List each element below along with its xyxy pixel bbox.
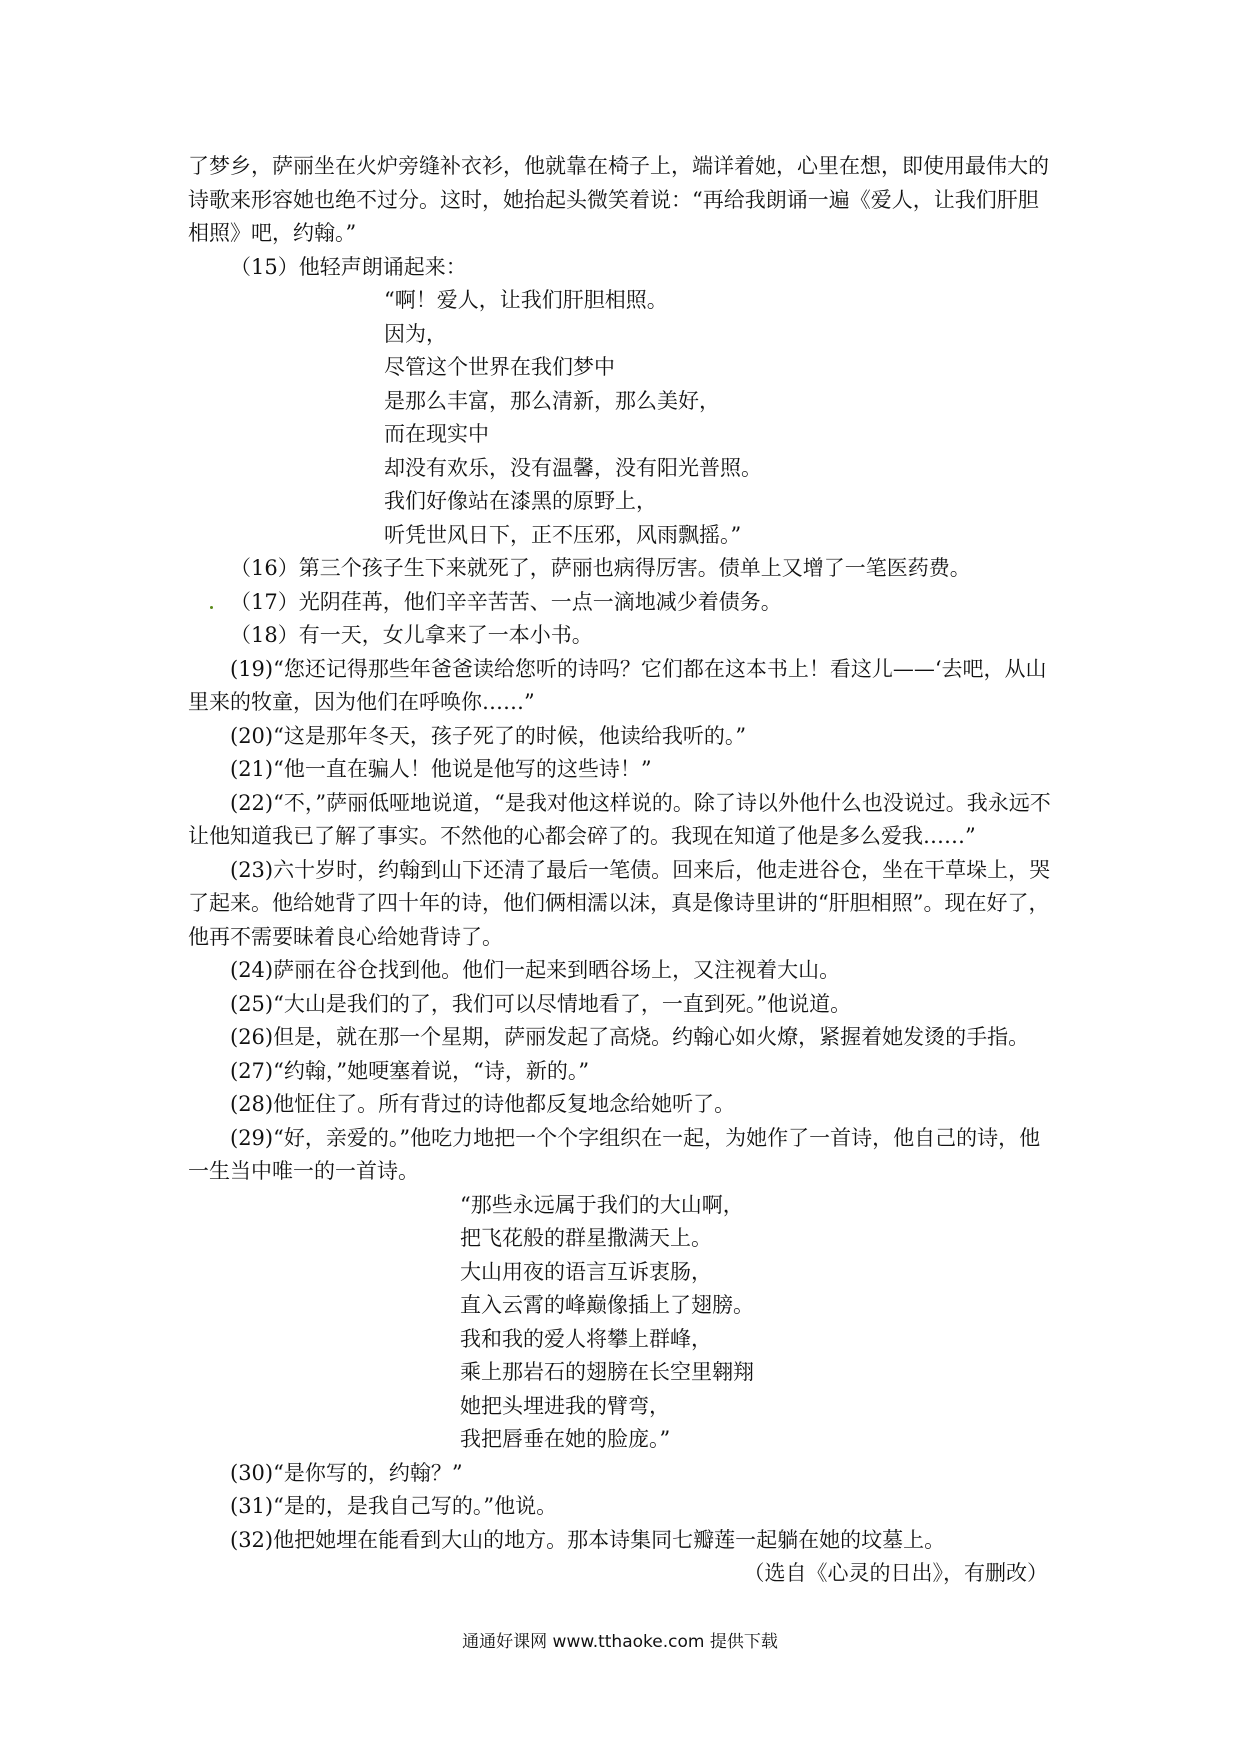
poem-line: “啊！爱人，让我们肝胆相照。 xyxy=(384,288,668,312)
paragraph-29: (29)“好，亲爱的。”他吃力地把一个个字组织在一起，为她作了一首诗，他自己的诗，他一生当中唯一的一首诗。 xyxy=(188,1125,1041,1183)
poem-line: 乘上那岩石的翅膀在长空里翱翔 xyxy=(460,1360,754,1384)
paragraph-22: (22)“不，”萨丽低哑地说道，“是我对他这样说的。除了诗以外他什么也没说过。我永远不让他知道我已了解了事实。不然他的心都会碎了的。我现在知道了他是多么爱我……” xyxy=(188,790,1051,848)
paragraph-23: (23)六十岁时，约翰到山下还清了最后一笔债。回来后，他走进谷仓，坐在干草垛上，哭了起来。他给她背了四十年的诗，他们俩相濡以沫，真是像诗里讲的“肝胆相照”。现在好了，他再不需要昧着良心给她背诗了。 xyxy=(188,857,1051,949)
poem-line: 因为， xyxy=(384,321,447,346)
stray-mark xyxy=(210,606,213,609)
poem-johns-own xyxy=(188,1189,1058,1457)
paragraph-19: (19)“您还记得那些年爸爸读给您听的诗吗？它们都在这本书上！看这儿——‘去吧，从山里来的牧童，因为他们在呼唤你……” xyxy=(188,656,1047,714)
poem-line: 我把唇垂在她的脸庞。” xyxy=(460,1427,671,1451)
poem-line: 听凭世风日下，正不压邪，风雨飘摇。” xyxy=(384,522,742,547)
paragraph-26: (26)但是，就在那一个星期，萨丽发起了高烧。约翰心如火燎，紧握着她发烫的手指。 xyxy=(230,1025,1030,1049)
paragraph-20: (20)“这是那年冬天，孩子死了的时候，他读给我听的。” xyxy=(230,723,747,748)
paragraph-17: （17）光阴荏苒，他们辛辛苦苦、一点一滴地减少着债务。 xyxy=(230,589,782,614)
poem-line: 我和我的爱人将攀上群峰， xyxy=(460,1326,712,1351)
paragraph-31: (31)“是的，是我自己写的。”他说。 xyxy=(230,1494,558,1518)
source-citation: （选自《心灵的日出》，有删改） xyxy=(743,1561,1048,1585)
poem-line: 却没有欢乐，没有温馨，没有阳光普照。 xyxy=(384,455,762,480)
paragraph-16: （16）第三个孩子生下来就死了，萨丽也病得厉害。债单上又增了一笔医药费。 xyxy=(230,556,971,580)
poem-line: “那些永远属于我们的大山啊， xyxy=(460,1192,744,1217)
poem-line: 大山用夜的语言互诉衷肠， xyxy=(460,1259,712,1284)
poem-line: 尽管这个世界在我们梦中 xyxy=(384,355,615,379)
poem-line: 她把头埋进我的臂弯， xyxy=(460,1393,670,1418)
poem-line: 而在现实中 xyxy=(384,422,489,446)
paragraph-32: (32)他把她埋在能看到大山的地方。那本诗集同七瓣莲一起躺在她的坟墓上。 xyxy=(230,1527,946,1552)
paragraph-15: （15）他轻声朗诵起来： xyxy=(230,254,467,279)
poem-line: 是那么丰富，那么清新，那么美好， xyxy=(384,388,720,413)
poem-line: 把飞花般的群星撒满天上。 xyxy=(460,1226,712,1250)
poem-recited xyxy=(188,284,1058,552)
document-body xyxy=(188,150,1058,1591)
paragraph-28: (28)他怔住了。所有背过的诗他都反复地念给她听了。 xyxy=(230,1092,736,1116)
paragraph-25: (25)“大山是我们的了，我们可以尽情地看了，一直到死。”他说道。 xyxy=(230,991,852,1016)
poem-line: 直入云霄的峰巅像插上了翅膀。 xyxy=(460,1293,754,1317)
paragraph-24: (24)萨丽在谷仓找到他。他们一起来到晒谷场上，又注视着大山。 xyxy=(230,958,841,982)
poem-line: 我们好像站在漆黑的原野上， xyxy=(384,489,657,513)
paragraph-27: (27)“约翰，”她哽塞着说，“诗，新的。” xyxy=(230,1058,590,1083)
paragraph-21: (21)“他一直在骗人！他说是他写的这些诗！” xyxy=(230,757,652,781)
opening-paragraph: 了梦乡，萨丽坐在火炉旁缝补衣衫，他就靠在椅子上，端详着她，心里在想，即使用最伟大的诗歌来形容她也绝不过分。这时，她抬起头微笑着说：“再给我朗诵一遍《爱人，让我们肝胆相照》吧，约翰。” xyxy=(188,154,1049,245)
paragraph-18: （18）有一天，女儿拿来了一本小书。 xyxy=(230,623,593,647)
paragraph-30: (30)“是你写的，约翰？” xyxy=(230,1460,463,1485)
page-footer: 通通好课网 www.tthaoke.com 提供下载 xyxy=(462,1632,778,1652)
